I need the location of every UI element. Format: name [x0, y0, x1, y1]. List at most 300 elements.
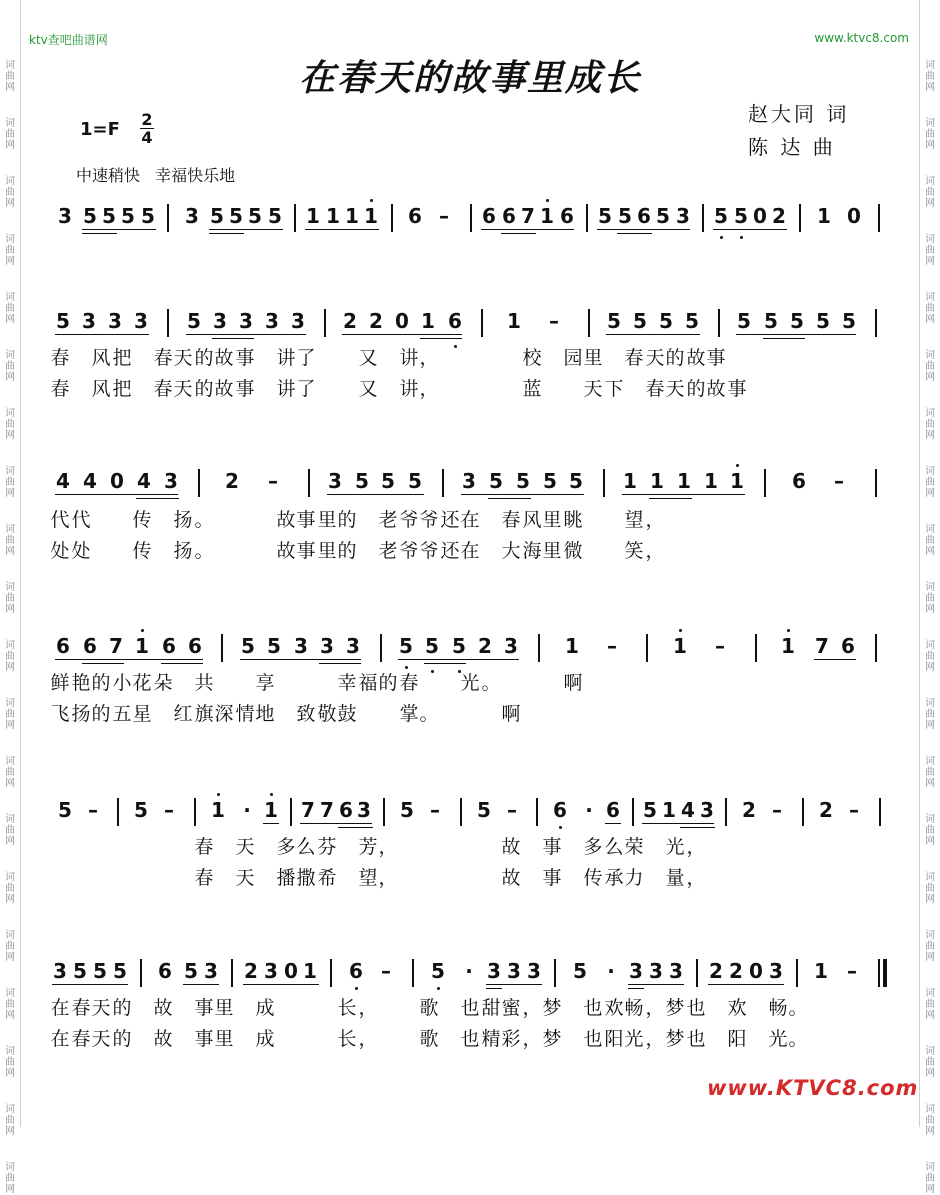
side-watermark-text: 词曲网: [5, 350, 15, 383]
lyric-char: 春: [153, 378, 173, 400]
note: 5: [714, 204, 728, 228]
lyric-char: 校: [522, 347, 542, 369]
lyric-char: 爷: [419, 509, 439, 531]
note: 4: [83, 469, 97, 493]
lyric-char: 又: [358, 378, 378, 400]
lyric-char: 。: [788, 1028, 808, 1050]
note: 1: [326, 204, 340, 228]
lyric-verse-2: [0, 378, 940, 402]
lyric-char: 也: [686, 997, 706, 1019]
side-watermark-text: 词曲网: [5, 582, 15, 615]
barline: [290, 798, 292, 826]
side-watermark-text: 词曲网: [5, 118, 15, 151]
note: 1: [264, 798, 278, 822]
lyric-char: 力: [624, 867, 644, 889]
note: 5: [58, 798, 72, 822]
lyric-char: 春: [501, 509, 521, 531]
side-watermark-text: 词曲网: [5, 1162, 15, 1195]
lyric-char: 享: [255, 672, 275, 694]
note: 7: [815, 634, 829, 658]
lyric-char: 老: [378, 540, 398, 562]
lyric-char: 爷: [399, 540, 419, 562]
barline: [799, 204, 801, 232]
lyric-char: 甜: [481, 997, 501, 1019]
note: 7: [521, 204, 535, 228]
lyric-char: 红: [173, 703, 193, 725]
note: 5: [516, 469, 530, 493]
lyric-char: 扬: [173, 540, 193, 562]
lyric-char: 朵: [153, 672, 173, 694]
note: 5: [381, 469, 395, 493]
note: 0: [753, 204, 767, 228]
lyric-char: 春: [153, 347, 173, 369]
lyric-char: 里: [214, 1028, 234, 1050]
lyric-char: 故: [276, 509, 296, 531]
note: 1: [135, 634, 149, 658]
lyric-char: 欢: [727, 997, 747, 1019]
side-watermark-text: 词曲网: [5, 1104, 15, 1137]
lyric-char: 鼓: [337, 703, 357, 725]
lyric-char: 眺: [563, 509, 583, 531]
note: 5: [113, 959, 127, 983]
lyric-char: 艳: [71, 672, 91, 694]
note: 2: [729, 959, 743, 983]
lyric-char: 微: [563, 540, 583, 562]
eighth-underline: [628, 984, 684, 985]
note: 4: [137, 469, 151, 493]
note: 5: [816, 309, 830, 333]
note: 1: [623, 469, 637, 493]
tempo-marking: 中速稍快 幸福快乐地: [76, 166, 236, 185]
note: 5: [56, 309, 70, 333]
lyric-char: 故: [276, 540, 296, 562]
note: 6: [637, 204, 651, 228]
sixteenth-underline: [680, 827, 715, 828]
eighth-underline: [708, 984, 784, 985]
note: 5: [543, 469, 557, 493]
note: 5: [241, 634, 255, 658]
note: 0: [847, 204, 861, 228]
octave-up-dot: [217, 793, 220, 796]
eighth-underline: [183, 984, 219, 985]
note: 6: [841, 634, 855, 658]
lyric-char: 笑: [624, 540, 644, 562]
lyric-char: 园: [563, 347, 583, 369]
lyric-char: ，: [645, 997, 665, 1019]
barline: [764, 469, 766, 497]
sixteenth-underline: [209, 233, 244, 234]
note: 1: [306, 204, 320, 228]
side-watermark-text: 词曲网: [925, 292, 935, 325]
lyric-char: 里: [317, 540, 337, 562]
lyric-char: 里: [214, 997, 234, 1019]
note: 1: [704, 469, 718, 493]
lyric-char: 故: [214, 378, 234, 400]
note: 3: [320, 634, 334, 658]
note: 6: [502, 204, 516, 228]
lyric-char: 里: [542, 540, 562, 562]
lyric-char: 在: [460, 540, 480, 562]
note: 1: [730, 469, 744, 493]
lyric-char: 么: [604, 836, 624, 858]
lyric-char: 。: [481, 672, 501, 694]
song-title: 在春天的故事里成长: [298, 57, 641, 99]
note: 1: [673, 634, 687, 658]
lyric-char: 鲜: [50, 672, 70, 694]
lyric-char: 承: [604, 867, 624, 889]
lyric-char: 讲: [399, 378, 419, 400]
lyric-verse-1: [0, 509, 940, 533]
sixteenth-underline: [486, 988, 502, 989]
key-signature: 1=F: [80, 119, 120, 140]
barline: [383, 798, 385, 826]
lyric-char: 福: [358, 672, 378, 694]
note: 5: [477, 798, 491, 822]
note: 5: [141, 204, 155, 228]
note: 5: [83, 204, 97, 228]
side-watermark-text: 词曲网: [925, 698, 935, 731]
score-line3: [0, 468, 940, 498]
lyric-char: ，: [645, 540, 665, 562]
note: 3: [239, 309, 253, 333]
lyric-char: 致: [296, 703, 316, 725]
note: 6: [83, 634, 97, 658]
note: 4: [681, 798, 695, 822]
lyric-char: 老: [378, 509, 398, 531]
note: 3: [204, 959, 218, 983]
lyric-char: ，: [419, 347, 439, 369]
site-watermark-left: ktv查吧曲谱网: [29, 33, 108, 47]
lyric-char: 撒: [296, 867, 316, 889]
lyric-char: 望: [624, 509, 644, 531]
lyric-char: 希: [317, 867, 337, 889]
barline: [538, 634, 540, 662]
lyricist-credit: 赵大同 词: [748, 102, 850, 126]
note: 5: [425, 634, 439, 658]
lyric-char: 事: [235, 347, 255, 369]
site-watermark-right: www.ktvc8.com: [814, 31, 909, 45]
note: 5: [134, 798, 148, 822]
barline: [702, 204, 704, 232]
lyric-char: 啊: [563, 672, 583, 694]
lyric-char: 也: [583, 997, 603, 1019]
sixteenth-underline: [617, 233, 652, 234]
note: 5: [598, 204, 612, 228]
lyric-char: 春: [399, 672, 419, 694]
side-watermark-text: 词曲网: [5, 292, 15, 325]
note: 2: [819, 798, 833, 822]
barline: [536, 798, 538, 826]
lyric-char: 的: [91, 703, 111, 725]
lyric-char: 传: [132, 540, 152, 562]
barline: [481, 309, 483, 337]
barline: [198, 469, 200, 497]
score-line1: [0, 203, 940, 233]
barline: [718, 309, 720, 337]
note: 5: [102, 204, 116, 228]
note: 2: [742, 798, 756, 822]
note: 5: [685, 309, 699, 333]
note: 3: [82, 309, 96, 333]
note: 5: [248, 204, 262, 228]
eighth-underline: [736, 334, 856, 335]
lyric-char: 春: [71, 1028, 91, 1050]
eighth-underline: [240, 659, 361, 660]
note: 3: [504, 634, 518, 658]
eighth-underline: [642, 823, 714, 824]
augmentation-dot: ·: [243, 798, 251, 822]
lyric-char: 地: [255, 703, 275, 725]
sustain-dash: –: [430, 798, 440, 822]
lyric-char: 春: [645, 378, 665, 400]
sustain-dash: –: [772, 798, 782, 822]
note: 5: [400, 798, 414, 822]
barline: [878, 204, 880, 232]
lyric-char: 里: [542, 509, 562, 531]
barline: [117, 798, 119, 826]
lyric-char: 精: [481, 1028, 501, 1050]
sixteenth-underline: [82, 663, 124, 664]
lyric-char: 春: [71, 997, 91, 1019]
note: 5: [121, 204, 135, 228]
lyric-char: 天: [665, 378, 685, 400]
lyric-char: 光: [768, 1028, 788, 1050]
note: 2: [709, 959, 723, 983]
note: 5: [229, 204, 243, 228]
lyric-char: 量: [665, 867, 685, 889]
barline: [460, 798, 462, 826]
note: 3: [527, 959, 541, 983]
sixteenth-underline: [82, 233, 117, 234]
note: 3: [507, 959, 521, 983]
sustain-dash: –: [88, 798, 98, 822]
note: 6: [560, 204, 574, 228]
note: 5: [656, 204, 670, 228]
barline: [231, 959, 233, 987]
note: 1: [814, 959, 828, 983]
note: 3: [328, 469, 342, 493]
lyric-char: 光: [665, 836, 685, 858]
side-watermark-text: 词曲网: [925, 1046, 935, 1079]
lyric-char: 的: [91, 672, 111, 694]
lyric-char: 故: [686, 347, 706, 369]
note: 2: [478, 634, 492, 658]
lyric-char: 传: [132, 509, 152, 531]
lyric-char: 故: [153, 1028, 173, 1050]
lyric-char: 芬: [317, 836, 337, 858]
sixteenth-underline: [763, 338, 805, 339]
side-watermark-text: 词曲网: [925, 640, 935, 673]
lyric-char: 故: [501, 836, 521, 858]
barline: [194, 798, 196, 826]
lyric-char: ，: [645, 1028, 665, 1050]
note: 5: [73, 959, 87, 983]
lyric-char: 风: [91, 347, 111, 369]
note: 3: [265, 309, 279, 333]
note: 3: [164, 469, 178, 493]
lyric-char: 天: [235, 836, 255, 858]
lyric-char: 小: [112, 672, 132, 694]
lyric-char: 事: [194, 1028, 214, 1050]
lyric-char: 事: [235, 378, 255, 400]
note: 3: [294, 634, 308, 658]
octave-up-dot: [546, 199, 549, 202]
lyric-char: 么: [296, 836, 316, 858]
sixteenth-underline: [319, 663, 361, 664]
note: 6: [339, 798, 353, 822]
lyric-char: 荣: [624, 836, 644, 858]
note: 5: [643, 798, 657, 822]
lyric-char: ，: [686, 836, 706, 858]
note: 3: [629, 959, 643, 983]
lyric-char: 。: [194, 509, 214, 531]
sixteenth-underline: [424, 663, 466, 664]
barline: [603, 469, 605, 497]
sustain-dash: –: [549, 309, 559, 333]
note: 5: [573, 959, 587, 983]
note: 5: [187, 309, 201, 333]
note: 3: [676, 204, 690, 228]
eighth-underline: [398, 659, 519, 660]
side-watermark-text: 词曲网: [5, 524, 15, 557]
note: 5: [737, 309, 751, 333]
lyric-char: 讲: [276, 347, 296, 369]
lyric-char: 事: [727, 378, 747, 400]
lyric-char: ，: [522, 997, 542, 1019]
lyric-verse-1: [0, 836, 940, 860]
note: 6: [553, 798, 567, 822]
lyric-verse-2: [0, 703, 940, 727]
note: 7: [109, 634, 123, 658]
lyric-char: 成: [255, 997, 275, 1019]
lyric-char: 阳: [604, 1028, 624, 1050]
lyric-char: 天: [173, 378, 193, 400]
note: 5: [633, 309, 647, 333]
lyric-char: 多: [583, 836, 603, 858]
note: 3: [213, 309, 227, 333]
note: 6: [56, 634, 70, 658]
barline: [586, 204, 588, 232]
lyric-char: 望: [358, 867, 378, 889]
note: 3: [108, 309, 122, 333]
lyric-char: 事: [296, 509, 316, 531]
lyric-char: 了: [296, 378, 316, 400]
barline: [879, 798, 881, 826]
note: 5: [93, 959, 107, 983]
side-watermark-text: 词曲网: [5, 466, 15, 499]
lyric-char: 把: [112, 347, 132, 369]
barline: [167, 309, 169, 337]
note: 1: [364, 204, 378, 228]
eighth-underline: [55, 494, 178, 495]
note: 6: [482, 204, 496, 228]
lyric-char: 掌: [399, 703, 419, 725]
note: 0: [284, 959, 298, 983]
lyric-char: ，: [378, 836, 398, 858]
sustain-dash: –: [849, 798, 859, 822]
sustain-dash: –: [164, 798, 174, 822]
lyric-char: 讲: [276, 378, 296, 400]
lyric-char: 天: [583, 378, 603, 400]
note: 3: [346, 634, 360, 658]
lyric-char: 事: [706, 347, 726, 369]
lyric-char: 的: [686, 378, 706, 400]
lyric-char: 欢: [604, 997, 624, 1019]
eighth-underline: [82, 229, 156, 230]
lyric-char: 五: [112, 703, 132, 725]
note: 3: [264, 959, 278, 983]
eighth-underline: [486, 984, 542, 985]
side-watermark-text: 词曲网: [925, 176, 935, 209]
lyric-char: 飞: [50, 703, 70, 725]
lyric-verse-1: [0, 347, 940, 371]
lyric-char: 星: [132, 703, 152, 725]
eighth-underline: [606, 334, 700, 335]
note: 3: [134, 309, 148, 333]
lyric-char: 长: [337, 1028, 357, 1050]
note: 2: [772, 204, 786, 228]
lyric-char: 故: [706, 378, 726, 400]
lyric-char: 故: [153, 997, 173, 1019]
lyric-char: 。: [194, 540, 214, 562]
lyric-char: 春: [50, 378, 70, 400]
lyric-char: 的: [112, 1028, 132, 1050]
score-line5: [0, 797, 940, 827]
side-watermark-text: 词曲网: [925, 350, 935, 383]
note: 1: [781, 634, 795, 658]
barline: [755, 634, 757, 662]
note: 5: [431, 959, 445, 983]
note: 6: [408, 204, 422, 228]
score-line2: [0, 308, 940, 338]
eighth-underline: [461, 494, 584, 495]
barline: [442, 469, 444, 497]
barline: [412, 959, 414, 987]
octave-down-dot: [559, 826, 562, 829]
lyric-char: 彩: [501, 1028, 521, 1050]
lyric-char: ，: [645, 509, 665, 531]
lyric-char: 扬: [173, 509, 193, 531]
lyric-char: 大: [501, 540, 521, 562]
lyric-char: 梦: [665, 1028, 685, 1050]
side-watermark-text: 词曲网: [5, 408, 15, 441]
note: 1: [507, 309, 521, 333]
side-watermark-text: 词曲网: [5, 234, 15, 267]
note: 1: [345, 204, 359, 228]
eighth-underline: [814, 659, 856, 660]
note: 0: [749, 959, 763, 983]
lyric-char: 天: [91, 997, 111, 1019]
note: 2: [369, 309, 383, 333]
octave-up-dot: [141, 629, 144, 632]
lyric-char: 情: [235, 703, 255, 725]
note: 6: [448, 309, 462, 333]
sustain-dash: –: [834, 469, 844, 493]
lyric-char: 的: [194, 347, 214, 369]
lyric-char: 畅: [624, 997, 644, 1019]
barline: [554, 959, 556, 987]
side-watermark-text: 词曲网: [5, 930, 15, 963]
eighth-underline: [263, 823, 279, 824]
lyric-char: 长: [337, 997, 357, 1019]
octave-up-dot: [370, 199, 373, 202]
side-watermark-text: 词曲网: [5, 640, 15, 673]
note: 6: [162, 634, 176, 658]
barline: [632, 798, 634, 826]
note: 7: [320, 798, 334, 822]
note: 5: [408, 469, 422, 493]
side-watermark-text: 词曲网: [5, 60, 15, 93]
